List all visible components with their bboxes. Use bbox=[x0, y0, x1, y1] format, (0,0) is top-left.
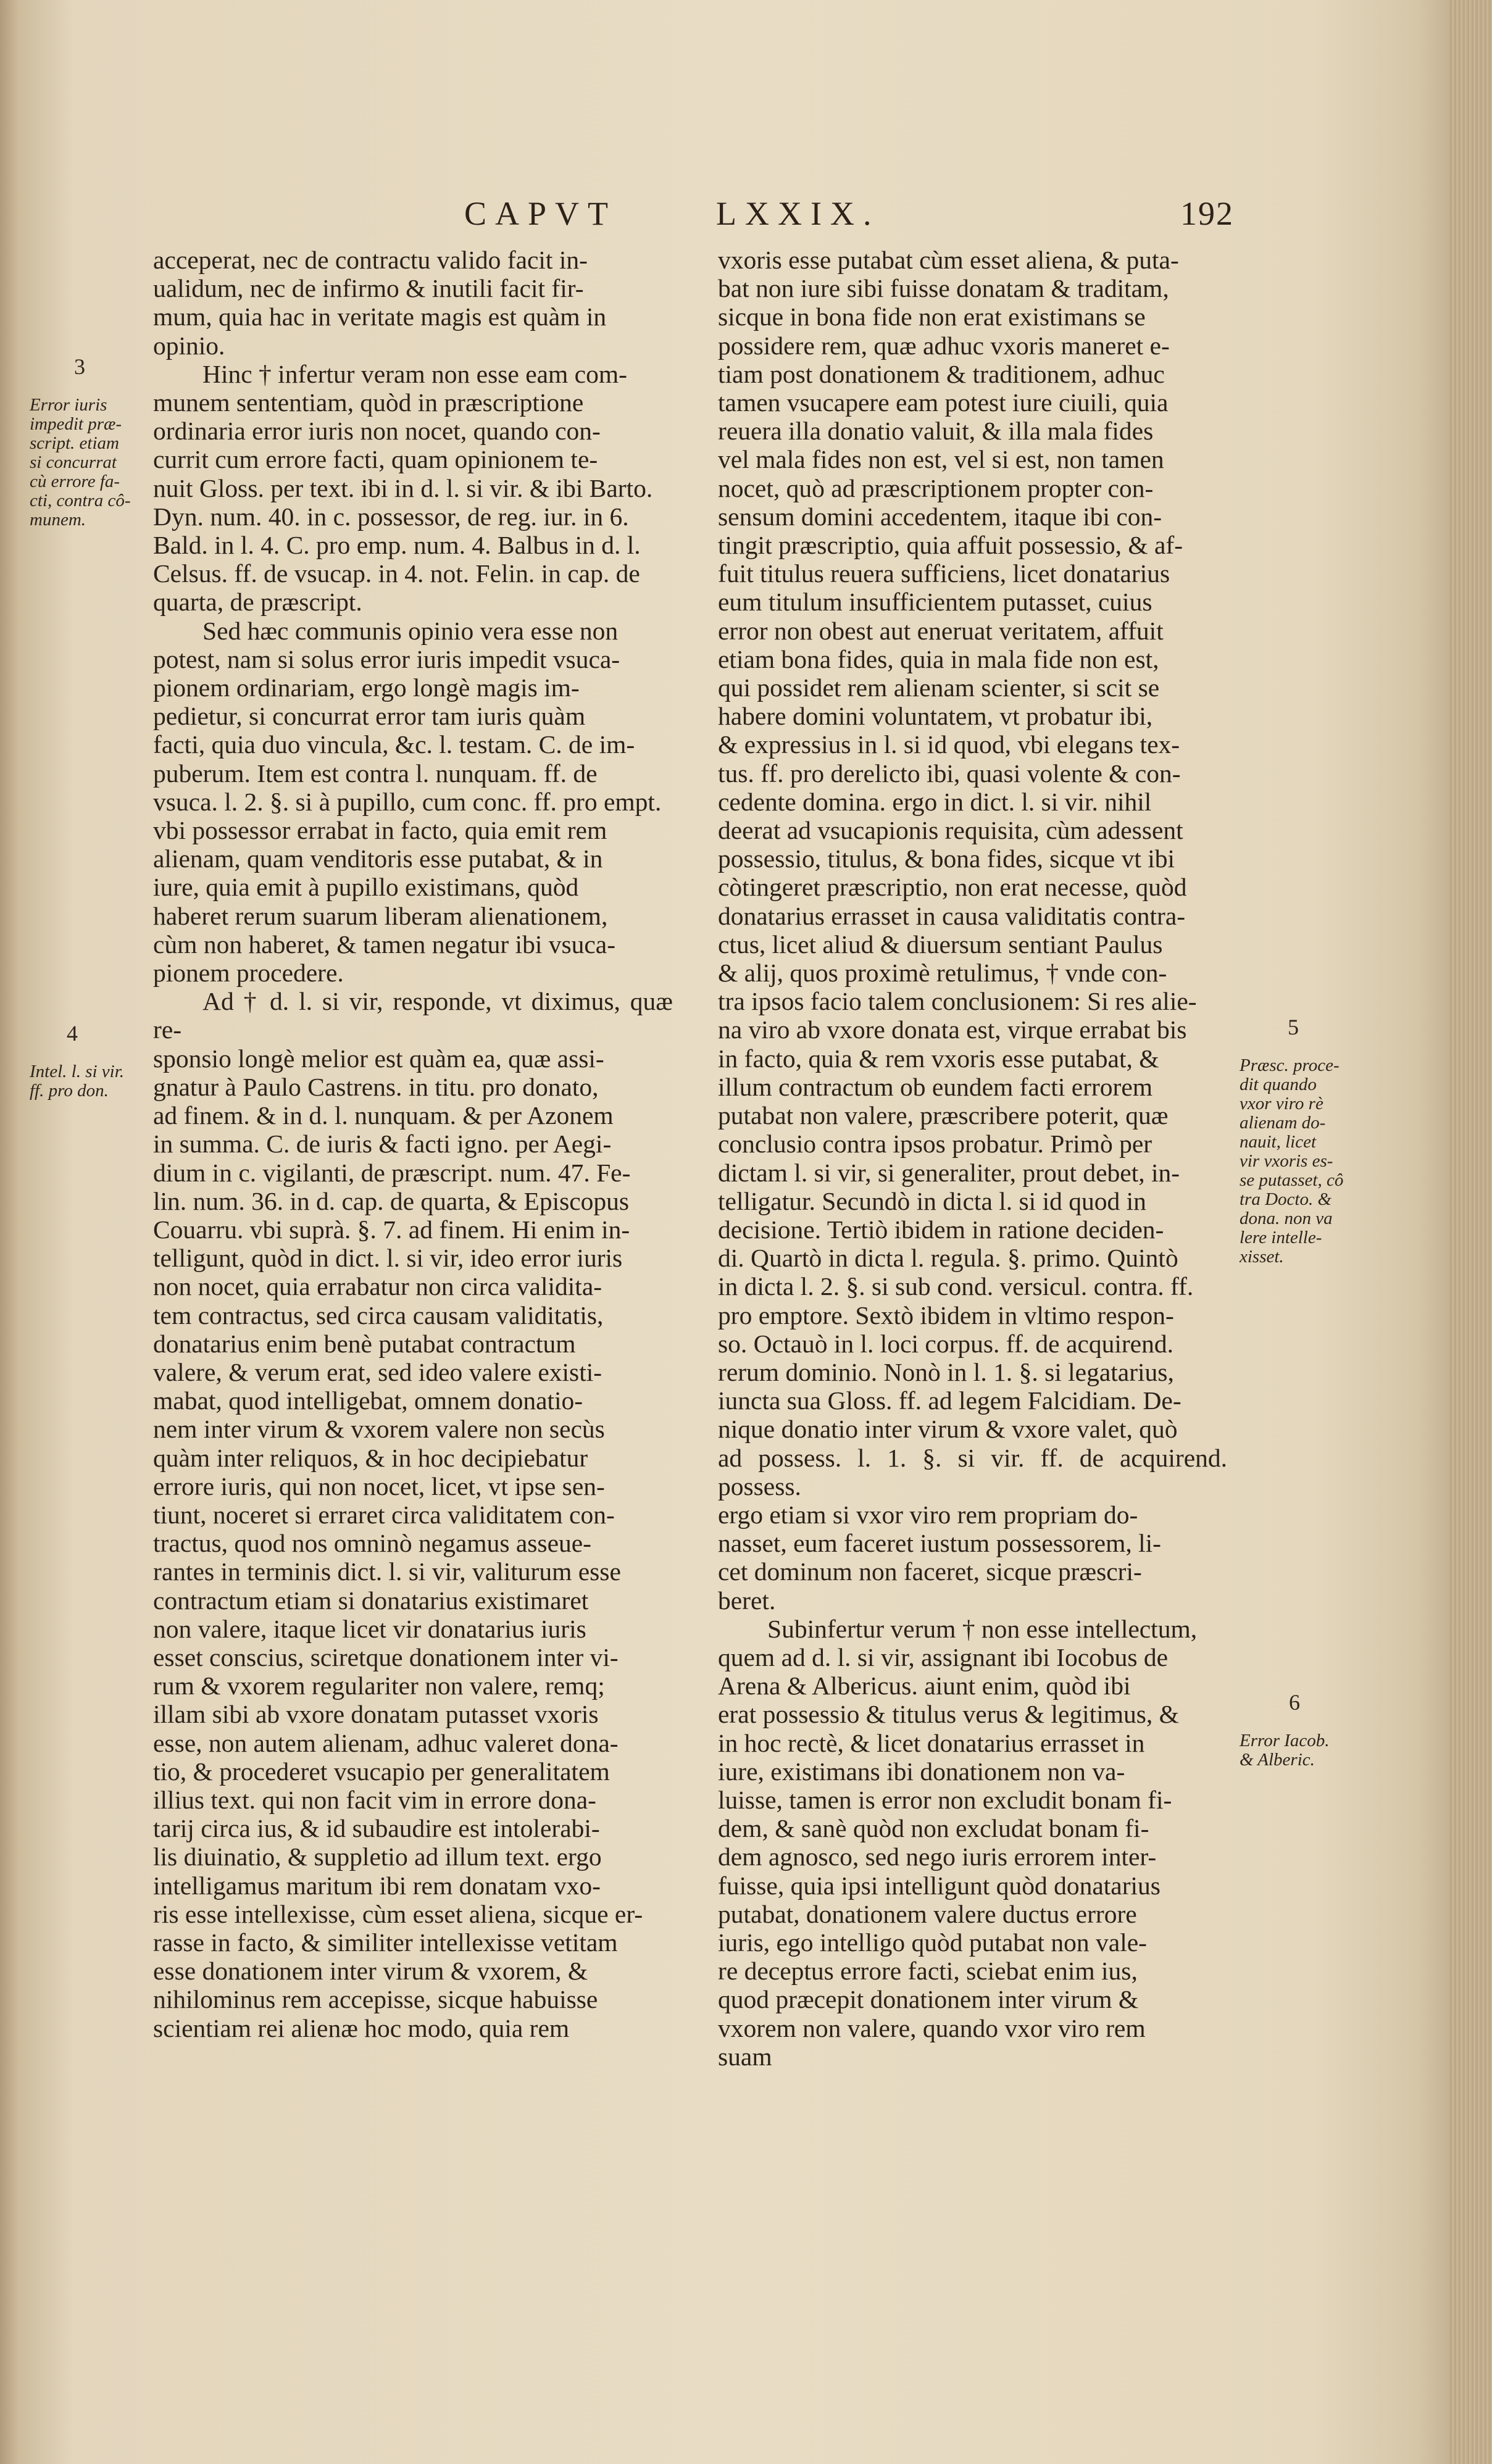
paragraph: acceperat, nec de contractu valido facit in- ualidum, nec de infirmo & inutili facit fir- mum, quia hac in veritate magis est quàm in opinio. bbox=[153, 246, 607, 360]
left-text-column bbox=[153, 246, 673, 2042]
paragraph: Sed hæc communis opinio vera esse non potest, nam si solus error iuris impedit vsuca- pionem ordinariam, ergo longè magis im- pedietur, si concurrat error tam iuris quàm facti, quia duo vincula, &c. l. testam. C. de im- puberum. Item est contra l. nunquam. ff. de vsuca. l. 2. §. si à pupillo, cum conc. ff. pro empt. vbi possessor errabat in facto, quia emit rem alienam, quam venditoris esse putabat, & in iure, quia emit à pupillo existimans, quòd haberet rerum suarum liberam alienationem, cùm non haberet, & tamen negatur ibi vsuca- pionem procedere. bbox=[153, 616, 662, 988]
paragraph: Subinfertur verum † non esse intellectum, quem ad d. l. si vir, assignant ibi Iocobus de Arena & Albericus. aiunt enim, quòd ibi erat possessio & titulus verus & legitimus, & in hoc rectè, & licet donatarius errasset in iure, existimans ibi donationem non va- luisse, tamen is error non excludit bonam fi- dem, & sanè quòd non excludat bonam fi- dem agnosco, sed nego iuris errorem inter- fuisse, quia ipsi intelligunt quòd donatarius putabat, donationem valere ductus errore iuris, ego intelligo quòd putabat non vale- re deceptus errore facti, sciebat enim ius, quod præcepit donationem inter virum & vxorem non valere, quando vxor viro rem suam bbox=[718, 1614, 1198, 2071]
page-number: 192 bbox=[1180, 195, 1234, 232]
running-title-caput: CAPVT bbox=[464, 195, 617, 232]
page-edge bbox=[1449, 0, 1492, 2464]
paragraph: Hinc † infertur veram non esse eam com- munem sententiam, quòd in præscriptione ordinaria error iuris non nocet, quando con- currit cum errore facti, quam opinionem te- nuit Gloss. per text. ibi in d. l. si vir. & ibi Barto. Dyn. num. 40. in c. possessor, de reg. iur. in 6. Bald. in l. 4. C. pro emp. num. 4. Balbus in d. l. Celsus. ff. de vsucap. in 4. not. Felin. in cap. de quarta, de præscript. bbox=[153, 359, 653, 617]
paragraph: Ad † d. l. si vir, responde, vt diximus, quæ re- sponsio longè melior est quàm ea, quæ assi- gnatur à Paulo Castrens. in titu. pro donato, ad finem. & in d. l. nunquam. & per Azonem in summa. C. de iuris & facti igno. per Aegi- dium in c. vigilanti, de præscript. num. 47. Fe- lin. num. 36. in d. cap. de quarta, & Episcopus Couarru. vbi suprà. §. 7. ad finem. Hi enim in- telligunt, quòd in dict. l. si vir, ideo error iuris non nocet, quia errabatur non circa validita- tem contractus, sed circa causam validitatis, donatarius enim benè putabat contractum valere, & verum erat, sed ideo valere existi- mabat, quod intelligebat, omnem donatio- nem inter virum & vxorem valere non secùs quàm inter reliquos, & in hoc decipiebatur errore iuris, qui non nocet, licet, vt ipse sen- tiunt, noceret si erraret circa validitatem con- tractus, quod nos omninò negamus asseue- rantes in terminis dict. l. si vir, valiturum esse contractum etiam si donatarius existimaret non valere, itaque licet vir donatarius iuris esset conscius, sciretque donationem inter vi- rum & vxorem regulariter non valere, remq; illam sibi ab vxore donatam putasset vxoris esse, non autem alienam, adhuc valeret dona- tio, & procederet vsucapio per generalitatem illius text. qui non facit vim in errore dona- tarij circa ius, & id subaudire est intolerabi- lis diuinatio, & suppletio ad illum text. ergo intelligamus maritum ibi rem donatam vxo- ris esse intellexisse, cùm esset aliena, sicque er- rasse in facto, & similiter intellexisse vetitam esse donationem inter virum & vxorem, & nihilominus rem accepisse, sicque habuisse scientiam rei alienæ hoc modo, quia rem bbox=[153, 987, 673, 2042]
paragraph: vxoris esse putabat cùm esset aliena, & puta- bat non iure sibi fuisse donatam & traditam, sicque in bona fide non erat existimans se possidere rem, quæ adhuc vxoris maneret e- tiam post donationem & traditionem, adhuc tamen vsucapere eam potest iure ciuili, quia reuera illa donatio valuit, & illa mala fides vel mala fides non est, vel si est, non tamen nocet, quò ad præscriptionem propter con- sensum domini accedentem, itaque ibi con- tingit præscriptio, quia affuit possessio, & af- fuit titulus reuera sufficiens, licet donatarius eum titulum insufficientem putasset, cuius error non obest aut eneruat veritatem, affuit etiam bona fides, quia in mala fide non est, qui possidet rem alienam scienter, si scit se habere domini voluntatem, vt probatur ibi, & expressius in l. si id quod, vbi elegans tex- tus. ff. pro derelicto ibi, quasi volente & con- cedente domina. ergo in dict. l. si vir. nihil deerat ad vsucapionis requisita, cùm adessent possessio, titulus, & bona fides, sicque vt ibi còtingeret præscriptio, non erat necesse, quòd donatarius errasset in causa validitatis contra- ctus, licet aliud & diuersum sentiant Paulus & alij, quos proximè retulimus, † vnde con- tra ipsos facio talem conclusionem: Si res alie- na viro ab vxore donata est, virque errabat bis in facto, quia & rem vxoris esse putabat, & illum contractum ob eundem facti errorem putabat non valere, præscribere poterit, quæ conclusio contra ipsos probatur. Primò per dictam l. si vir, si generaliter, prout debet, in- telligatur. Secundò in dicta l. si id quod in decisione. Tertiò ibidem in ratione deciden- di. Quartò in dicta l. regula. §. primo. Quintò in dicta l. 2. §. si sub cond. versicul. contra. ff. pro emptore. Sextò ibidem in vltimo respon- so. Octauò in l. loci corpus. ff. de acquirend. rerum dominio. Nonò in l. 1. §. si legatarius, iuncta sua Gloss. ff. ad legem Falcidiam. De- nique donatio inter virum & vxore valet, quò ad possess. l. 1. §. si vir. ff. de acquirend. possess. ergo etiam si vxor viro rem propriam do- nasset, eum faceret iustum possessorem, li- cet dominum non faceret, sicque præscri- beret. bbox=[718, 246, 1227, 1615]
running-title-chapter: LXXIX. bbox=[716, 195, 880, 232]
margin-note-6: 6 Error Iacob. & Alberic. bbox=[1240, 1690, 1330, 1770]
right-text-column bbox=[718, 246, 1227, 2071]
margin-note-3: 3 Error iuris impedit præ- script. etiam si concurrat cù errore fa- cti, contra cô- munem. bbox=[30, 354, 131, 530]
margin-note-4: 4 Intel. l. si vir. ff. pro don. bbox=[30, 1021, 125, 1101]
margin-note-5: 5 Præsc. proce- dit quando vxor viro rè alienam do- nauit, licet vir vxoris es- se putasset, cô tra Docto. & dona. non va lere intelle- xisset. bbox=[1240, 1015, 1344, 1267]
